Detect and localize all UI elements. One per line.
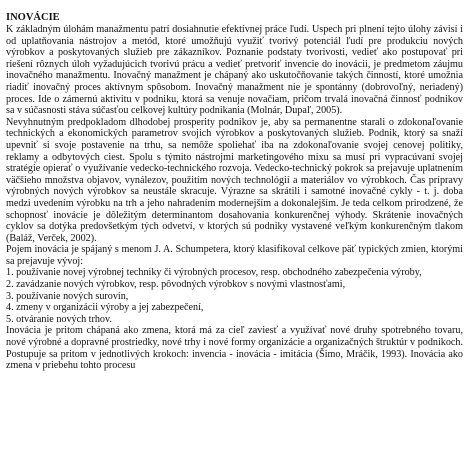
paragraph-schumpeter: Pojem inovácia je spájaný s menom J. A. Schumpetera, ktorý klasifikoval celkove päť typických zmien, ktorými sa prejavuje vývoj: xyxy=(6,244,463,267)
list-item: 2. zavádzanie nových výrobkov, resp. pôvodných výrobkov s novými vlastnosťami, xyxy=(6,279,346,291)
paragraph-prosperity: Nevyhnutným predpokladom dlhodobej prosperity podnikov je, aby sa permanentne starali o zdokonaľovanie technických a ekonomických parametrov svojich výrobkov a poskytovaných služieb. Podnik, ktorý sa snaží upevniť si svoje postavenie na trhu, sa nemôže spoliehať iba na zdokonaľovanie svojej cenovej politiky, reklamy a odbytových ciest. Spolu s týmito nástrojmi marketingového mixu sa musí pri vypracúvaní svojej stratégie opierať o využívanie vedecko-technického rozvoja. Vedecko-technický pokrok sa prejavuje uplatnením väčšieho množstva objavov, vynálezov, použitím nových technológií a materiálov vo výrobkoch. Čas prípravy výrobných nových výrobkov sa neustále skracuje. Výrazne sa skrátili i samotné inovačné cykly - t. j. doba medzi uvedením výrobku na trh a jeho nahradením modernejším a dokonalejším. Je teda celkom prirodzené, že schopnosť inovácie je dôležitým determinantom dosahovania konkurenčnej výhody. Skrátenie inovačných cyklov sa dotýka predovšetkým tých odvetví, v ktorých sú podniky vystavené veľkým konkurenčným tlakom (Baláž, Verček, 2002). xyxy=(6,116,463,244)
paragraph-intro: K základným úlohám manažmentu patrí dosiahnutie efektívnej práce ľudí. Uspech pri plnení tejto úlohy závisí i od uplatňovania nástrojov a metód, ktoré umožňujú využiť tvorivý potenciál ľudí pre produkciu nových výrobkov a poskytovaných služieb pre zákazníkov. Poznanie podstaty tvorivosti, vedieť ako postupovať pri riešení rôznych úloh vyžadujúcich tvorivú prácu a vedieť pretvoriť invencie do inovácii, je predmetom záujmu inovačného manažmentu. Inovačný manažment je chápaný ako uskutočňovanie takých činností, ktoré umožnia riadiť inovačný proces aktívnym spôsobom. Inovačný manažment nie je spontánny (dobrovoľný, neriadený) proces. Ide o zámernú aktivitu v podniku, ktorá sa venuje novačiam, pričom trvalá inovačná činnosť podnikov sa v súčasnosti stáva súčasťou celkovej kultúry podnikania (Molnár, Dupaľ, 2005). xyxy=(6,24,463,117)
document-title: INOVÁCIE xyxy=(6,12,60,23)
list-item: 4. zmeny v organizácii výroby a jej zabezpečení, xyxy=(6,302,204,314)
schumpeter-changes-list xyxy=(6,267,463,325)
paragraph-innovation-definition: Inovácia je pritom chápaná ako zmena, ktorá má za cieľ zaviesť a využívať nové druhy spotrebného tovaru, nové výrobné a dopravné prostriedky, nové trhy i nové formy organizácie a organizačných štruktúr v podnikoch. Postupuje sa pritom v jednotlivých krokoch: invencia - inovácia - imitácia (Šimo, Mráčik, 1993). Inovácia ako zmena v priebehu tohto procesu xyxy=(6,325,463,372)
list-item: 5. otváranie nových trhov. xyxy=(6,313,112,325)
list-item: 3. používanie nových surovín, xyxy=(6,290,129,302)
list-item: 1. používanie novej výrobnej techniky či výrobných procesov, resp. obchodného zabezpečenia výroby, xyxy=(6,267,422,279)
